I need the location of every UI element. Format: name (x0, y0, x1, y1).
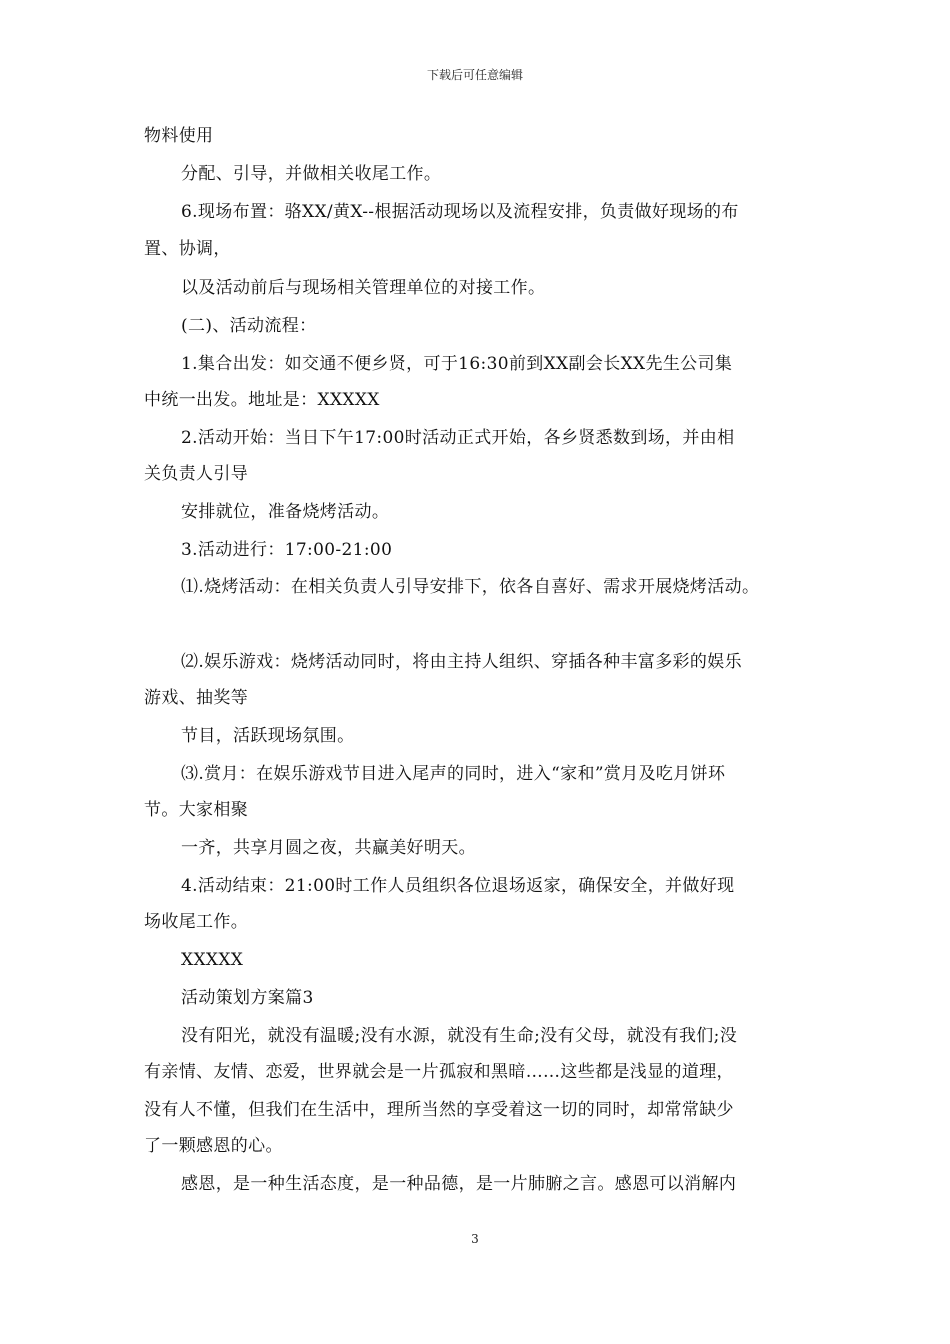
text-line: 了一颗感恩的心。 (144, 1136, 283, 1156)
text-line: 节。大家相聚 (144, 800, 249, 820)
section-heading: (二)、活动流程： (181, 316, 317, 336)
text-line: ⑶.赏月：在娱乐游戏节目进入尾声的同时，进入“家和”赏月及吃月饼环 (181, 764, 726, 784)
text-line: 感恩，是一种生活态度，是一种品德，是一片肺腑之言。感恩可以消解内 (181, 1174, 737, 1194)
text-line: 1.集合出发：如交通不便乡贤，可于16:30前到XX副会长XX先生公司集 (181, 354, 733, 374)
text-line: 没有阳光，就没有温暖;没有水源，就没有生命;没有父母，就没有我们;没 (181, 1026, 738, 1046)
text-line: 没有人不懂，但我们在生活中，理所当然的享受着这一切的同时，却常常缺少 (144, 1100, 734, 1120)
text-line: 置、协调， (144, 239, 231, 259)
text-line: 关负责人引导 (144, 464, 249, 484)
page-number: 3 (471, 1232, 479, 1246)
text-line: ⑴.烧烤活动：在相关负责人引导安排下，依各自喜好、需求开展烧烤活动。 (181, 577, 760, 597)
text-line: 安排就位，准备烧烤活动。 (181, 502, 390, 522)
text-line: 以及活动前后与现场相关管理单位的对接工作。 (181, 278, 546, 298)
text-line: 3.活动进行：17:00-21:00 (181, 540, 393, 560)
text-line: 中统一出发。地址是：XXXXX (144, 390, 380, 410)
page-header: 下载后可任意编辑 (426, 68, 523, 82)
text-line: 2.活动开始：当日下午17:00时活动正式开始，各乡贤悉数到场，并由相 (181, 428, 735, 448)
text-line: 游戏、抽奖等 (144, 688, 249, 708)
text-line: ⑵.娱乐游戏：烧烤活动同时，将由主持人组织、穿插各种丰富多彩的娱乐 (181, 652, 742, 672)
text-line: 场收尾工作。 (144, 912, 249, 932)
text-line: 有亲情、友情、恋爱，世界就会是一片孤寂和黑暗……这些都是浅显的道理， (144, 1062, 734, 1082)
text-line: 6.现场布置：骆XX/黄X--根据活动现场以及流程安排，负责做好现场的布 (181, 202, 739, 222)
text-line: 一齐，共享月圆之夜，共赢美好明天。 (181, 838, 476, 858)
text-line: 4.活动结束：21:00时工作人员组织各位退场返家，确保安全，并做好现 (181, 876, 735, 896)
text-line: XXXXX (181, 950, 244, 970)
section-title: 活动策划方案篇3 (181, 988, 314, 1008)
text-line: 物料使用 (144, 126, 214, 146)
text-line: 分配、引导，并做相关收尾工作。 (181, 164, 442, 184)
text-line: 节目，活跃现场氛围。 (181, 726, 355, 746)
